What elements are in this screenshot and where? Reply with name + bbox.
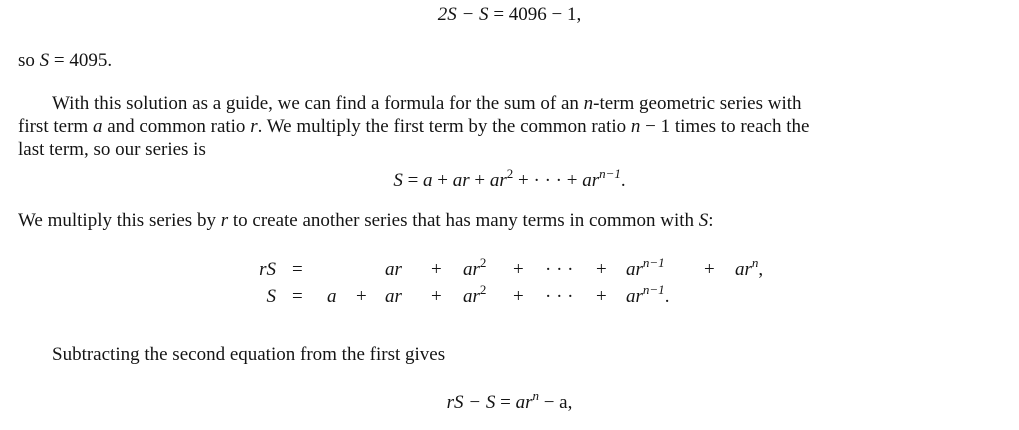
var-a: a [92, 116, 103, 137]
row1-lhs: rS [259, 259, 276, 280]
row2-plus: + [513, 286, 524, 307]
row2-end: . [664, 286, 670, 307]
row1-term: ar [735, 259, 752, 280]
system-row-s [0, 282, 1019, 309]
so-var: S [39, 50, 50, 71]
row1-equals: = [292, 259, 303, 280]
row2-dots: · · · [545, 286, 574, 307]
row1-exp: n−1 [642, 255, 665, 270]
eq3-equals: = [500, 392, 511, 413]
text: last term, so our series is [18, 139, 206, 160]
eq2-plus: + [437, 170, 449, 191]
equation-2s-minus-s [0, 4, 1019, 26]
so-line [18, 50, 112, 72]
row1-end: , [758, 259, 764, 280]
paragraph1-line1 [52, 93, 802, 115]
so-prefix: so [18, 50, 35, 71]
var-n: n [583, 93, 594, 114]
eq2-term-ar2: ar [489, 170, 507, 191]
row1-exp: 2 [479, 255, 487, 270]
eq2-term-a: a [423, 170, 433, 191]
row1-term: ar [626, 259, 643, 280]
text: and common ratio [102, 116, 251, 137]
eq2-plus: + [474, 170, 486, 191]
row1-term: ar [463, 259, 480, 280]
paragraph2 [18, 210, 714, 232]
so-rest: = 4095. [53, 50, 113, 71]
eq2-term-arn: ar [582, 170, 600, 191]
eq2-s: S [393, 170, 403, 191]
row2-term: a [327, 286, 337, 307]
row2-lhs: S [266, 286, 276, 307]
row2-exp: 2 [479, 282, 487, 297]
row1-plus: + [596, 259, 607, 280]
eq3-rest: − a, [538, 392, 573, 413]
text: -term geometric series with [593, 93, 802, 114]
text: . We multiply the first term by the common ratio [257, 116, 631, 137]
row2-term: ar [463, 286, 480, 307]
paragraph1-line2 [18, 116, 809, 138]
row1-plus: + [431, 259, 442, 280]
row2-term: ar [385, 286, 402, 307]
eq1-equals: = [493, 4, 505, 25]
text: to create another series that has many terms in common with [228, 210, 699, 231]
row1-plus: + [513, 259, 524, 280]
eq2-term-ar: ar [452, 170, 470, 191]
eq2-dots: · · · [533, 170, 562, 191]
row2-exp: n−1 [642, 282, 665, 297]
eq1-lhs: 2S − S [437, 4, 489, 25]
eq2-end: . [620, 170, 626, 191]
text: We multiply this series by [18, 210, 221, 231]
eq1-rhs: 4096 − 1, [508, 4, 582, 25]
eq2-exp: 2 [506, 166, 514, 181]
var-r: r [220, 210, 229, 231]
eq2-equals: = [407, 170, 419, 191]
text: Subtracting the second equation from the first gives [52, 344, 446, 365]
var-r: r [250, 116, 258, 137]
eq3-lhs: rS − S [446, 392, 496, 413]
row1-term: ar [385, 259, 402, 280]
eq2-exp: n−1 [599, 166, 621, 181]
row2-term: ar [626, 286, 643, 307]
text: − 1 times to reach the [640, 116, 810, 137]
row2-plus: + [596, 286, 607, 307]
eq2-plus: + [518, 170, 529, 191]
var-n: n [630, 116, 641, 137]
row2-plus: + [356, 286, 367, 307]
row2-plus: + [431, 286, 442, 307]
text: first term [18, 116, 93, 137]
paragraph1-line3 [18, 139, 206, 161]
text: : [708, 210, 714, 231]
row1-plus: + [704, 259, 715, 280]
eq3-exp: n [532, 388, 539, 403]
eq3-term: ar [515, 392, 533, 413]
paragraph3 [52, 344, 445, 366]
row2-equals: = [292, 286, 303, 307]
row1-dots: · · · [545, 259, 574, 280]
system-row-rs [0, 255, 1019, 282]
equation-series [0, 166, 1019, 192]
equation-rs-minus-s [0, 388, 1019, 414]
text: With this solution as a guide, we can find a formula for the sum of an [52, 93, 584, 114]
eq2-plus: + [566, 170, 578, 191]
var-s: S [698, 210, 709, 231]
row1-exp: n [751, 255, 759, 270]
